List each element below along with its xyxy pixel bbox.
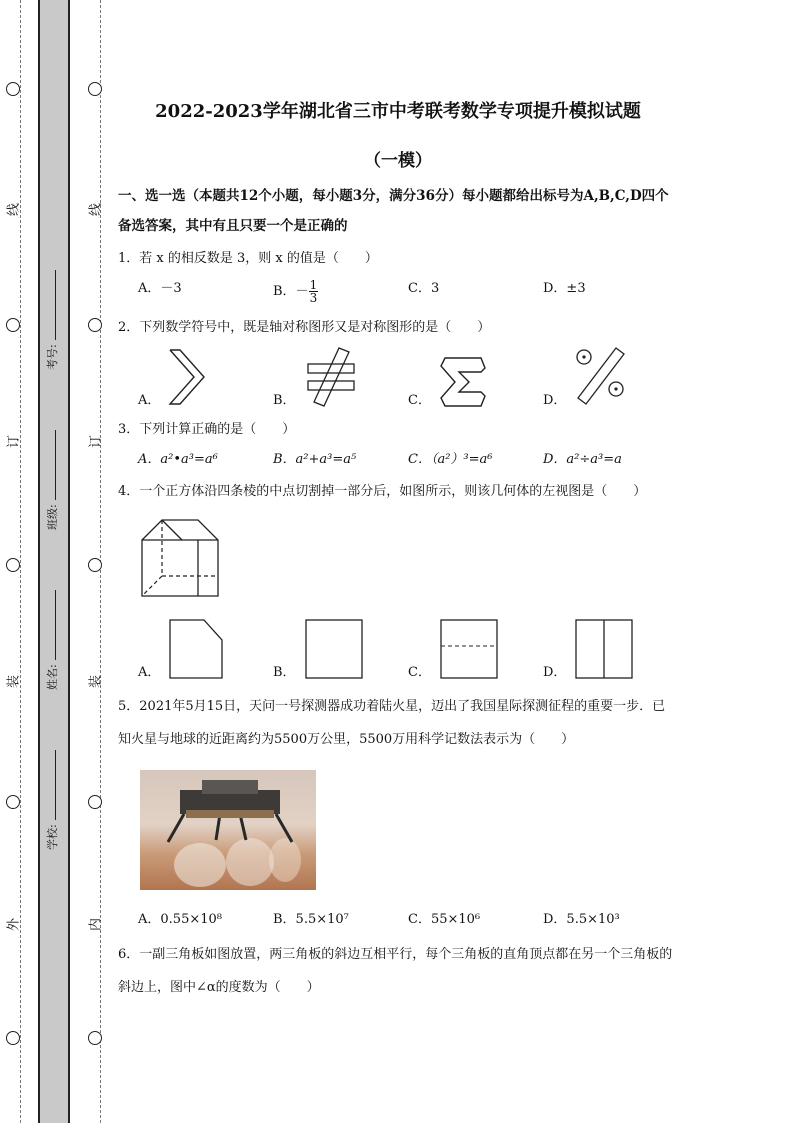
q1-option-c: C．3	[408, 281, 440, 296]
outer-dashed-line	[20, 0, 21, 1123]
q4-option-a: A．	[138, 618, 273, 680]
view-square-split-figure	[572, 618, 636, 680]
q2-options	[118, 346, 678, 408]
margin-char-xian: 线	[6, 203, 22, 217]
binding-hole	[6, 558, 20, 572]
q4-option-d: D．	[543, 618, 678, 680]
exam-content	[118, 100, 678, 1004]
q1-option-a: A．－3	[138, 281, 182, 296]
q4-option-c: C．	[408, 618, 543, 680]
view-cut-corner-figure	[166, 618, 226, 680]
question-5: 5．2021年5月15日，天问一号探测器成功着陆火星，迈出了我国星际探测征程的重要一步．已知火星与地球的近距离约为5500万公里，5500万用科学记数法表示为（ ）	[118, 699, 666, 747]
field-school: 学校:	[44, 750, 60, 850]
binding-bar	[38, 0, 70, 1123]
question-2: 2．下列数学符号中，既是轴对称图形又是对称图形的是（ ）	[118, 320, 491, 335]
binding-margin	[0, 0, 110, 1123]
margin-char-nei: 内	[88, 918, 104, 932]
margin-char-zhuang-inner: 装	[88, 675, 104, 689]
binding-hole	[88, 82, 102, 96]
binding-hole	[6, 82, 20, 96]
question-4: 4．一个正方体沿四条棱的中点切割掉一部分后，如图所示，则该几何体的左视图是（ ）	[118, 484, 647, 499]
section-heading: 一、选一选（本题共12个小题，每小题3分，满分36分）每小题都给出标号为A,B,C,D四个备选答案，其中有且只要一个是正确的	[118, 188, 669, 234]
binding-hole	[88, 558, 102, 572]
sigma-symbol-figure	[437, 356, 491, 408]
q3-option-b: B．a²+a³=a⁵	[273, 452, 357, 467]
q5-option-c: C．55×10⁶	[408, 912, 481, 927]
margin-char-ding: 订	[6, 435, 22, 449]
exam-title: 2022-2023学年湖北省三市中考联考数学专项提升模拟试题	[155, 101, 641, 122]
q2-option-b: B．	[273, 346, 408, 408]
margin-char-zhuang: 装	[6, 675, 22, 689]
q5-option-d: D．5.5×10³	[543, 912, 620, 927]
mars-lander-photo	[140, 770, 316, 890]
lander-image	[140, 770, 316, 890]
binding-hole	[88, 795, 102, 809]
field-exam-number: 考号:	[44, 270, 60, 370]
question-3: 3．下列计算正确的是（ ）	[118, 422, 296, 437]
exam-subtitle: （一模）	[364, 151, 432, 171]
q2-option-c: C．	[408, 356, 543, 408]
q1-option-d: D．±3	[543, 281, 586, 296]
binding-hole	[88, 1031, 102, 1045]
q1-options	[118, 279, 678, 304]
binding-hole	[6, 318, 20, 332]
binding-hole	[88, 318, 102, 332]
question-6: 6．一副三角板如图放置，两三角板的斜边互相平行，每个三角板的直角顶点都在另一个三角板的斜边上，图中∠α的度数为（ ）	[118, 947, 673, 995]
field-class: 班级:	[44, 430, 60, 530]
cut-cube-figure	[138, 516, 228, 602]
q1-option-b: B．－ $\frac{1}{3}$	[273, 278, 318, 305]
view-square-figure	[302, 618, 366, 680]
chevron-symbol-figure	[166, 346, 216, 408]
not-equal-symbol-figure	[302, 346, 362, 408]
percent-symbol-figure	[572, 346, 632, 408]
margin-char-wai: 外	[6, 918, 22, 932]
question-1: 1．若 x 的相反数是 3，则 x 的值是（ ）	[118, 251, 378, 266]
q3-option-c: C．（a²）³=a⁶	[408, 452, 493, 467]
q2-option-a: A．	[138, 346, 273, 408]
q3-option-a: A．a²•a³=a⁶	[138, 452, 218, 467]
q3-options	[118, 450, 678, 470]
view-square-dashed-figure	[437, 618, 501, 680]
q5-option-b: B．5.5×10⁷	[273, 912, 349, 927]
q3-option-d: D．a²÷a³=a	[543, 452, 622, 467]
binding-hole	[6, 795, 20, 809]
margin-char-xian-inner: 线	[88, 203, 104, 217]
field-name: 姓名:	[44, 590, 60, 690]
q5-option-a: A．0.55×10⁸	[138, 912, 222, 927]
margin-char-ding-inner: 订	[88, 435, 104, 449]
q2-option-d: D．	[543, 346, 678, 408]
q5-options	[118, 910, 678, 930]
q4-option-b: B．	[273, 618, 408, 680]
binding-hole	[6, 1031, 20, 1045]
q4-options	[118, 618, 678, 680]
